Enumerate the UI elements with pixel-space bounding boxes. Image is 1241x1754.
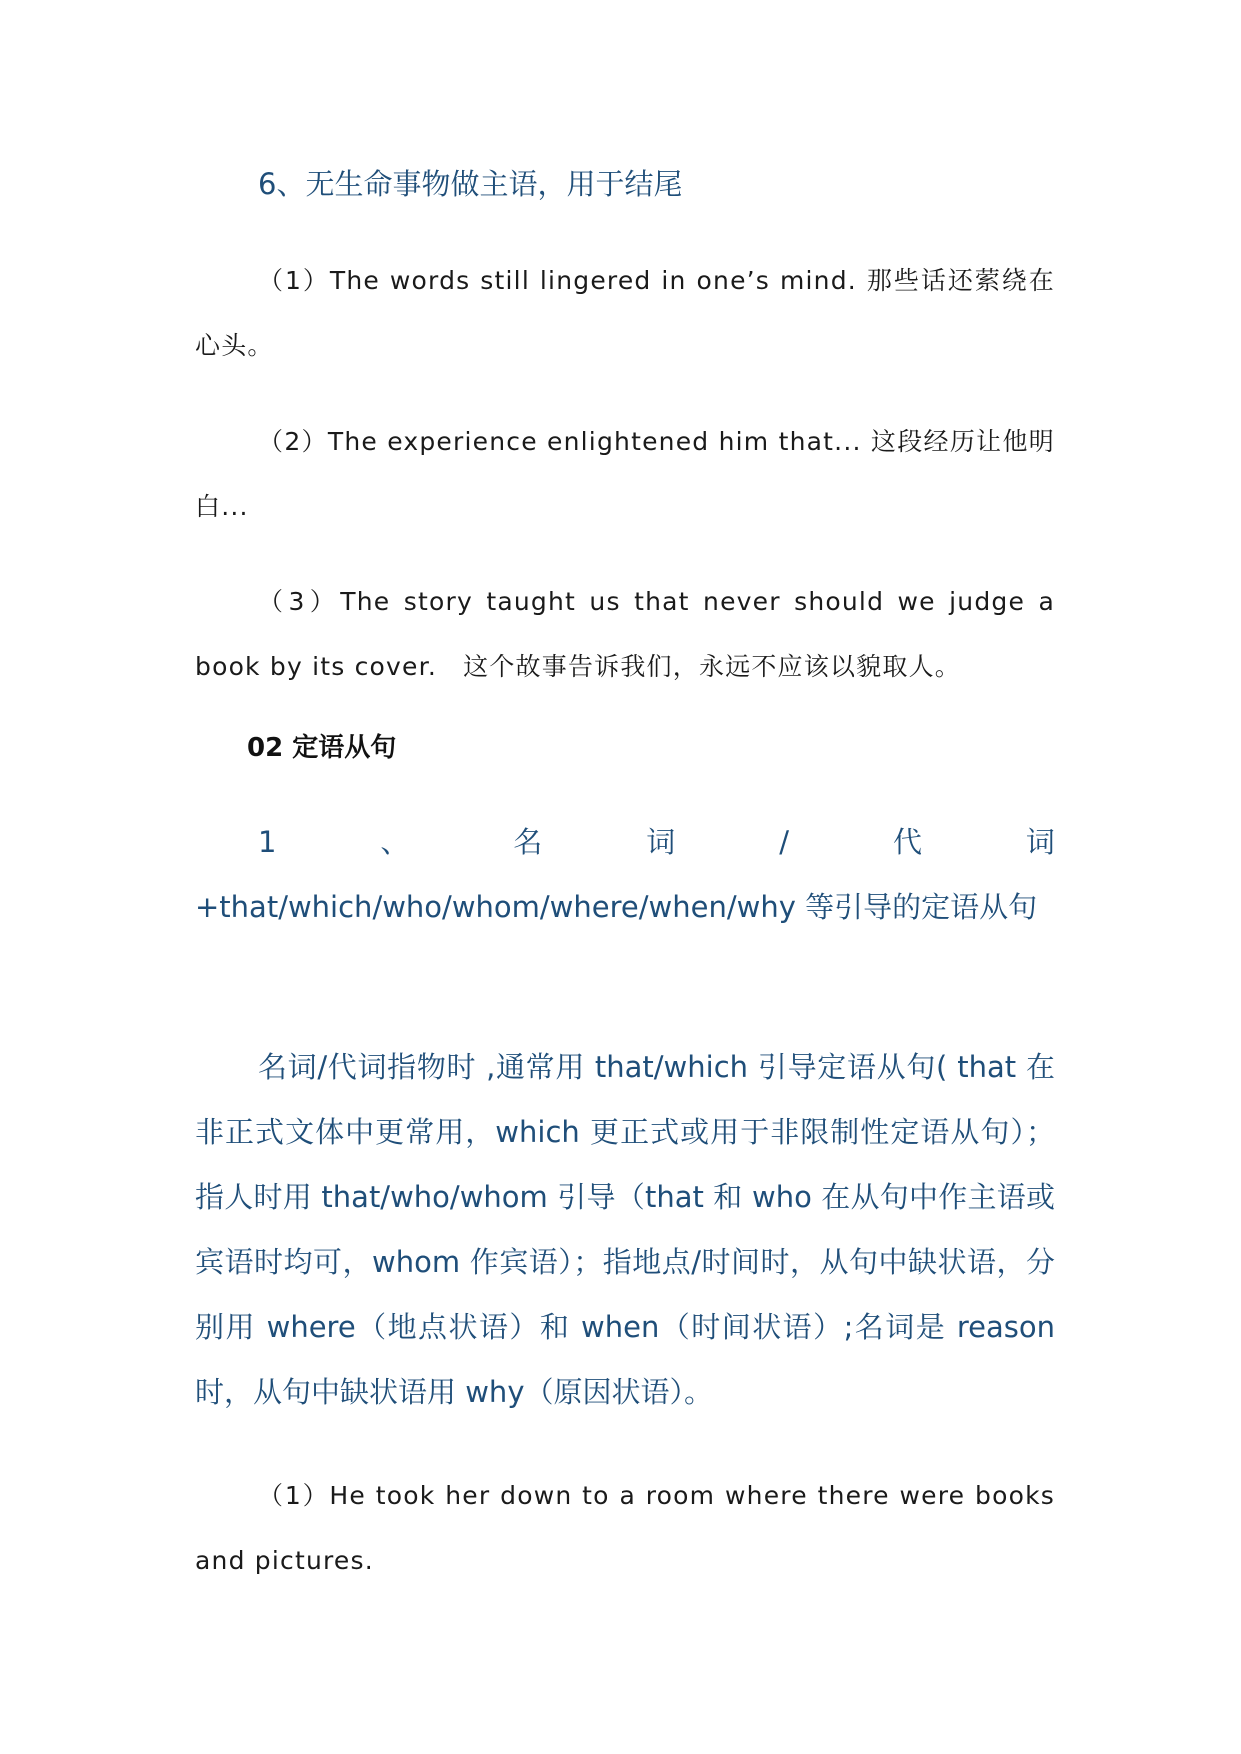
example-1: （1）The words still lingered in one’s mind. 那些话还萦绕在心头。 [195, 266, 1055, 360]
subsection-1-heading [195, 810, 1055, 940]
heading-part: / [779, 825, 790, 859]
example-3: （3）The story taught us that never should we judge a book by its cover. 这个故事告诉我们，永远不应该以貌取人。 [195, 587, 1055, 681]
example-2: （2）The experience enlightened him that... 这段经历让他明白... [195, 427, 1055, 521]
subsection-1-line1 [195, 810, 1055, 875]
explanation-paragraph: 名词/代词指物时 ,通常用 that/which 引导定语从句( that 在非正式文体中更常用，which 更正式或用于非限制性定语从句）；指人时用 that/who/whom 引导（that 和 who 在从句中作主语或宾语时均可，whom 作宾语）；指地点/时间时，从句中缺状语，分别用 where（地点状语）和 when（时间状语）;名词是 reason 时，从句中缺状语用 why（原因状语）。 [195, 1050, 1055, 1409]
section-6-heading: 6、无生命事物做主语，用于结尾 [258, 167, 683, 201]
heading-part: 1 [258, 825, 277, 859]
example-relative-clause-1: （1）He took her down to a room where there were books and pictures. [195, 1481, 1055, 1575]
heading-part: 代 [892, 825, 922, 859]
heading-part: 词 [646, 825, 676, 859]
section-02-heading: 02 定语从句 [247, 733, 397, 763]
heading-part: 词 [1025, 825, 1055, 859]
subsection-1-line2: +that/which/who/whom/where/when/why 等引导的定语从句 [195, 890, 1038, 924]
heading-part: 名 [513, 825, 543, 859]
heading-part: 、 [380, 825, 410, 859]
